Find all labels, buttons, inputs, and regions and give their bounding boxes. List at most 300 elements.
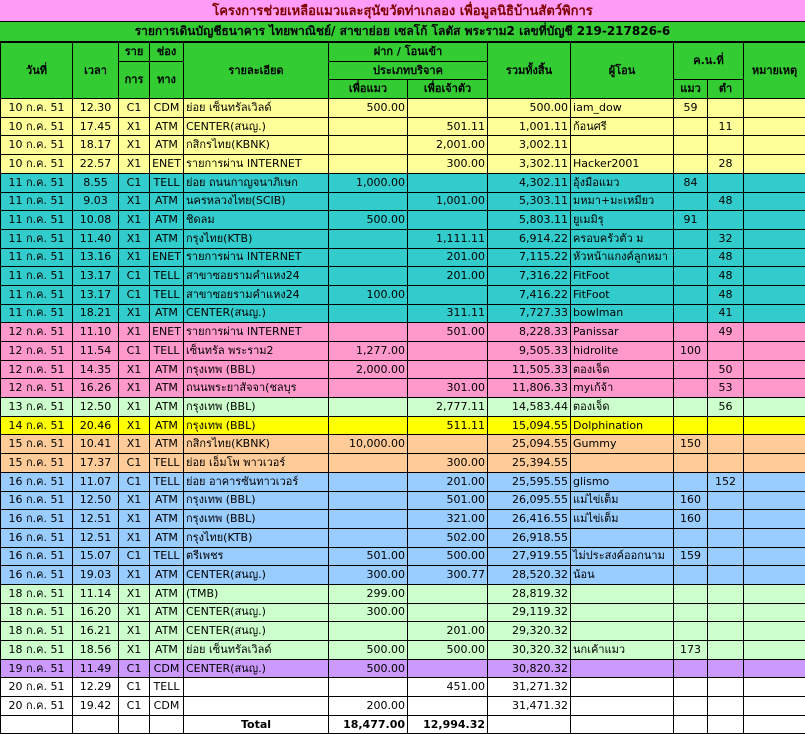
- cell-time[interactable]: 19.42: [73, 697, 119, 716]
- cell-note[interactable]: [744, 136, 805, 155]
- cell-for-owner[interactable]: 201.00: [408, 248, 488, 267]
- cell-dog-no[interactable]: [708, 528, 744, 547]
- cell-date[interactable]: 12 ก.ค. 51: [1, 342, 73, 361]
- cell-note[interactable]: [744, 472, 805, 491]
- cell-dog-no[interactable]: [708, 435, 744, 454]
- cell-time[interactable]: 12.51: [73, 528, 119, 547]
- cell-type[interactable]: X1: [119, 584, 150, 603]
- cell-channel[interactable]: ENET: [150, 155, 184, 174]
- header-time[interactable]: เวลา: [73, 43, 119, 99]
- cell-for-owner[interactable]: [408, 603, 488, 622]
- cell-note[interactable]: [744, 678, 805, 697]
- cell-sender[interactable]: แม่ไข่เต็ม: [571, 510, 674, 529]
- cell-detail[interactable]: สาขาซอยรามคำแหง24: [184, 285, 329, 304]
- cell-detail[interactable]: ย่อย ถนนกาญจนาภิเษก: [184, 173, 329, 192]
- cell-time[interactable]: 10.41: [73, 435, 119, 454]
- cell[interactable]: [1, 715, 73, 734]
- cell-time[interactable]: 12.50: [73, 491, 119, 510]
- cell-dog-no[interactable]: [708, 547, 744, 566]
- cell-dog-no[interactable]: 32: [708, 229, 744, 248]
- cell-cat-no[interactable]: [674, 603, 708, 622]
- cell-dog-no[interactable]: [708, 641, 744, 660]
- cell-note[interactable]: [744, 454, 805, 473]
- cell[interactable]: [488, 715, 571, 734]
- cell-channel[interactable]: ATM: [150, 528, 184, 547]
- cell-detail[interactable]: ถนนพระยาสัจจา(ชลบุร: [184, 379, 329, 398]
- cell-detail[interactable]: กสิกรไทย(KBNK): [184, 435, 329, 454]
- cell-note[interactable]: [744, 379, 805, 398]
- cell-dog-no[interactable]: 53: [708, 379, 744, 398]
- cell-note[interactable]: [744, 566, 805, 585]
- cell-for-cats[interactable]: [329, 379, 408, 398]
- cell-dog-no[interactable]: 28: [708, 155, 744, 174]
- cell-dog-no[interactable]: [708, 678, 744, 697]
- cell-type[interactable]: X1: [119, 491, 150, 510]
- header-donation-type[interactable]: ประเภทบริจาค: [329, 61, 488, 80]
- cell-date[interactable]: 10 ก.ค. 51: [1, 117, 73, 136]
- cell-for-cats[interactable]: [329, 472, 408, 491]
- cell-date[interactable]: 11 ก.ค. 51: [1, 248, 73, 267]
- cell-note[interactable]: [744, 192, 805, 211]
- cell-dog-no[interactable]: [708, 603, 744, 622]
- cell-note[interactable]: [744, 435, 805, 454]
- cell-time[interactable]: 15.07: [73, 547, 119, 566]
- cell-for-cats[interactable]: 1,000.00: [329, 173, 408, 192]
- header-deposit[interactable]: ฝาก / โอนเข้า: [329, 43, 488, 62]
- cell-for-cats[interactable]: [329, 192, 408, 211]
- cell-cat-no[interactable]: [674, 155, 708, 174]
- cell-sender[interactable]: [571, 622, 674, 641]
- cell-cat-no[interactable]: [674, 416, 708, 435]
- header-dog[interactable]: ตำ: [708, 80, 744, 99]
- header-type-bottom[interactable]: การ: [119, 61, 150, 98]
- cell-cat-no[interactable]: [674, 584, 708, 603]
- cell-dog-no[interactable]: [708, 454, 744, 473]
- cell-for-cats[interactable]: [329, 622, 408, 641]
- cell[interactable]: [150, 715, 184, 734]
- cell-channel[interactable]: ATM: [150, 603, 184, 622]
- cell-channel[interactable]: TELL: [150, 678, 184, 697]
- cell-type[interactable]: X1: [119, 155, 150, 174]
- cell-total[interactable]: 31,271.32: [488, 678, 571, 697]
- cell-channel[interactable]: TELL: [150, 342, 184, 361]
- cell-time[interactable]: 18.17: [73, 136, 119, 155]
- cell-cat-no[interactable]: 91: [674, 211, 708, 230]
- cell-for-cats[interactable]: 500.00: [329, 99, 408, 118]
- cell-for-owner[interactable]: 300.00: [408, 454, 488, 473]
- cell-for-owner[interactable]: 201.00: [408, 267, 488, 286]
- cell-for-cats[interactable]: 500.00: [329, 659, 408, 678]
- cell-date[interactable]: 16 ก.ค. 51: [1, 566, 73, 585]
- cell-for-cats[interactable]: 501.00: [329, 547, 408, 566]
- cell-date[interactable]: 16 ก.ค. 51: [1, 547, 73, 566]
- cell[interactable]: [119, 715, 150, 734]
- cell-dog-no[interactable]: [708, 342, 744, 361]
- cell-cat-no[interactable]: [674, 697, 708, 716]
- cell-total[interactable]: 3,002.11: [488, 136, 571, 155]
- cell-type[interactable]: X1: [119, 566, 150, 585]
- cell-dog-no[interactable]: 152: [708, 472, 744, 491]
- cell-time[interactable]: 11.49: [73, 659, 119, 678]
- cell-for-owner[interactable]: 502.00: [408, 528, 488, 547]
- cell-sender[interactable]: น้อน: [571, 566, 674, 585]
- cell-note[interactable]: [744, 528, 805, 547]
- cell-note[interactable]: [744, 323, 805, 342]
- cell-detail[interactable]: CENTER(สนญ.): [184, 659, 329, 678]
- cell-dog-no[interactable]: [708, 584, 744, 603]
- cell-detail[interactable]: CENTER(สนญ.): [184, 566, 329, 585]
- cell-cat-no[interactable]: [674, 248, 708, 267]
- cell-cat-no[interactable]: [674, 472, 708, 491]
- cell-note[interactable]: [744, 285, 805, 304]
- cell-sender[interactable]: นกเค้าแมว: [571, 641, 674, 660]
- cell-note[interactable]: [744, 510, 805, 529]
- cell-for-owner[interactable]: 300.77: [408, 566, 488, 585]
- cell-for-cats[interactable]: 299.00: [329, 584, 408, 603]
- cell-channel[interactable]: ENET: [150, 248, 184, 267]
- cell-total[interactable]: 500.00: [488, 99, 571, 118]
- cell-sender[interactable]: [571, 603, 674, 622]
- cell-dog-no[interactable]: [708, 566, 744, 585]
- cell-date[interactable]: 14 ก.ค. 51: [1, 416, 73, 435]
- cell-type[interactable]: X1: [119, 248, 150, 267]
- cell-date[interactable]: 18 ก.ค. 51: [1, 584, 73, 603]
- cell-channel[interactable]: ATM: [150, 192, 184, 211]
- cell-note[interactable]: [744, 267, 805, 286]
- cell-cat-no[interactable]: [674, 304, 708, 323]
- cell-sender[interactable]: Dolphination: [571, 416, 674, 435]
- cell-dog-no[interactable]: [708, 136, 744, 155]
- cell-date[interactable]: 10 ก.ค. 51: [1, 155, 73, 174]
- cell-note[interactable]: [744, 155, 805, 174]
- cell-detail[interactable]: ย่อย เอ็มโพ พาวเวอร์: [184, 454, 329, 473]
- cell-date[interactable]: 19 ก.ค. 51: [1, 659, 73, 678]
- cell-total[interactable]: 5,303.11: [488, 192, 571, 211]
- cell-total[interactable]: 26,095.55: [488, 491, 571, 510]
- cell-for-cats[interactable]: [329, 416, 408, 435]
- cell-total[interactable]: 28,819.32: [488, 584, 571, 603]
- cell-channel[interactable]: CDM: [150, 99, 184, 118]
- cell-sender[interactable]: Gummy: [571, 435, 674, 454]
- cell-note[interactable]: [744, 622, 805, 641]
- header-cat-no[interactable]: ค.น.ที่: [674, 43, 744, 80]
- cell-note[interactable]: [744, 99, 805, 118]
- cell-dog-no[interactable]: [708, 99, 744, 118]
- cell-for-owner[interactable]: 201.00: [408, 472, 488, 491]
- cell-for-cats[interactable]: 500.00: [329, 641, 408, 660]
- cell-type[interactable]: X1: [119, 229, 150, 248]
- header-note[interactable]: หมายเหตุ: [744, 43, 805, 99]
- cell-note[interactable]: [744, 117, 805, 136]
- cell-total[interactable]: 7,115.22: [488, 248, 571, 267]
- header-date[interactable]: วันที่: [1, 43, 73, 99]
- cell-cat-no[interactable]: 160: [674, 510, 708, 529]
- cell-for-owner[interactable]: 301.00: [408, 379, 488, 398]
- cell-date[interactable]: 18 ก.ค. 51: [1, 641, 73, 660]
- cell-time[interactable]: 11.14: [73, 584, 119, 603]
- cell-sender[interactable]: [571, 528, 674, 547]
- cell-cat-no[interactable]: [674, 136, 708, 155]
- cell-type[interactable]: X1: [119, 323, 150, 342]
- cell-for-owner[interactable]: [408, 584, 488, 603]
- cell-date[interactable]: 11 ก.ค. 51: [1, 304, 73, 323]
- cell-type[interactable]: X1: [119, 304, 150, 323]
- cell-cat-no[interactable]: [674, 192, 708, 211]
- cell-type[interactable]: C1: [119, 454, 150, 473]
- cell-for-owner[interactable]: 2,777.11: [408, 398, 488, 417]
- cell-cat-no[interactable]: 159: [674, 547, 708, 566]
- cell-cat-no[interactable]: [674, 566, 708, 585]
- cell-cat-no[interactable]: [674, 398, 708, 417]
- cell-detail[interactable]: ชิดลม: [184, 211, 329, 230]
- cell-detail[interactable]: สาขาซอยรามคำแหง24: [184, 267, 329, 286]
- cell-time[interactable]: 14.35: [73, 360, 119, 379]
- cell-sender[interactable]: [571, 584, 674, 603]
- cell-sender[interactable]: ยูเมมิรุ: [571, 211, 674, 230]
- cell-detail[interactable]: เซ็นทรัล พระราม2: [184, 342, 329, 361]
- cell-channel[interactable]: ATM: [150, 379, 184, 398]
- cell-dog-no[interactable]: 48: [708, 248, 744, 267]
- cell-for-cats[interactable]: [329, 155, 408, 174]
- cell-date[interactable]: 11 ก.ค. 51: [1, 192, 73, 211]
- cell-cat-no[interactable]: [674, 659, 708, 678]
- cell-for-owner[interactable]: 511.11: [408, 416, 488, 435]
- cell-time[interactable]: 11.40: [73, 229, 119, 248]
- cell-time[interactable]: 12.51: [73, 510, 119, 529]
- cell-note[interactable]: [744, 173, 805, 192]
- cell-detail[interactable]: รายการผ่าน INTERNET: [184, 155, 329, 174]
- cell-time[interactable]: 11.54: [73, 342, 119, 361]
- header-channel-top[interactable]: ช่อง: [150, 43, 184, 62]
- cell-channel[interactable]: ATM: [150, 229, 184, 248]
- cell-detail[interactable]: รายการผ่าน INTERNET: [184, 323, 329, 342]
- cell-type[interactable]: C1: [119, 472, 150, 491]
- cell-note[interactable]: [744, 248, 805, 267]
- cell-channel[interactable]: TELL: [150, 472, 184, 491]
- cell-time[interactable]: 16.21: [73, 622, 119, 641]
- cell-for-owner[interactable]: [408, 435, 488, 454]
- cell-time[interactable]: 10.08: [73, 211, 119, 230]
- cell-sender[interactable]: [571, 454, 674, 473]
- cell-channel[interactable]: ATM: [150, 641, 184, 660]
- cell-time[interactable]: 12.29: [73, 678, 119, 697]
- cell-sender[interactable]: FitFoot: [571, 267, 674, 286]
- cell-for-owner[interactable]: [408, 173, 488, 192]
- header-detail[interactable]: รายละเอียด: [184, 43, 329, 99]
- cell-channel[interactable]: TELL: [150, 547, 184, 566]
- cell-channel[interactable]: ATM: [150, 360, 184, 379]
- cell-detail[interactable]: กรุงเทพ (BBL): [184, 360, 329, 379]
- cell-date[interactable]: 16 ก.ค. 51: [1, 510, 73, 529]
- cell-total[interactable]: 11,505.33: [488, 360, 571, 379]
- total-for-owner[interactable]: 12,994.32: [408, 715, 488, 734]
- cell-note[interactable]: [744, 547, 805, 566]
- header-sender[interactable]: ผู้โอน: [571, 43, 674, 99]
- cell-sender[interactable]: อุ้งมือแมว: [571, 173, 674, 192]
- cell-time[interactable]: 18.56: [73, 641, 119, 660]
- cell-total[interactable]: 7,416.22: [488, 285, 571, 304]
- cell-cat-no[interactable]: [674, 454, 708, 473]
- cell-note[interactable]: [744, 584, 805, 603]
- cell-for-cats[interactable]: 10,000.00: [329, 435, 408, 454]
- cell-date[interactable]: 18 ก.ค. 51: [1, 622, 73, 641]
- cell-for-cats[interactable]: [329, 678, 408, 697]
- cell-detail[interactable]: CENTER(สนญ.): [184, 603, 329, 622]
- total-label[interactable]: Total: [184, 715, 329, 734]
- cell-date[interactable]: 18 ก.ค. 51: [1, 603, 73, 622]
- cell-sender[interactable]: iam_dow: [571, 99, 674, 118]
- cell-detail[interactable]: กรุงเทพ (BBL): [184, 510, 329, 529]
- cell-type[interactable]: X1: [119, 379, 150, 398]
- cell-time[interactable]: 13.16: [73, 248, 119, 267]
- cell-dog-no[interactable]: 41: [708, 304, 744, 323]
- cell-note[interactable]: [744, 697, 805, 716]
- cell-time[interactable]: 13.17: [73, 267, 119, 286]
- cell-type[interactable]: X1: [119, 622, 150, 641]
- cell-type[interactable]: C1: [119, 659, 150, 678]
- cell-for-owner[interactable]: 501.00: [408, 491, 488, 510]
- cell-dog-no[interactable]: 48: [708, 285, 744, 304]
- cell-cat-no[interactable]: [674, 285, 708, 304]
- cell-channel[interactable]: ATM: [150, 510, 184, 529]
- total-for-cats[interactable]: 18,477.00: [329, 715, 408, 734]
- cell-type[interactable]: X1: [119, 211, 150, 230]
- cell-cat-no[interactable]: [674, 360, 708, 379]
- cell-dog-no[interactable]: [708, 211, 744, 230]
- cell-sender[interactable]: ตองเจ็ด: [571, 360, 674, 379]
- cell-dog-no[interactable]: 56: [708, 398, 744, 417]
- cell-channel[interactable]: CDM: [150, 659, 184, 678]
- cell-sender[interactable]: ครอบครัวตัว ม: [571, 229, 674, 248]
- cell-cat-no[interactable]: [674, 117, 708, 136]
- cell-time[interactable]: 13.17: [73, 285, 119, 304]
- cell-total[interactable]: 15,094.55: [488, 416, 571, 435]
- cell-for-owner[interactable]: 500.00: [408, 641, 488, 660]
- cell-for-owner[interactable]: [408, 342, 488, 361]
- cell-detail[interactable]: CENTER(สนญ.): [184, 622, 329, 641]
- cell-for-owner[interactable]: 201.00: [408, 622, 488, 641]
- cell-for-cats[interactable]: 100.00: [329, 285, 408, 304]
- cell-channel[interactable]: ATM: [150, 622, 184, 641]
- cell-for-owner[interactable]: 1,001.00: [408, 192, 488, 211]
- cell-type[interactable]: X1: [119, 435, 150, 454]
- cell-dog-no[interactable]: [708, 173, 744, 192]
- cell-date[interactable]: 12 ก.ค. 51: [1, 379, 73, 398]
- cell-sender[interactable]: glismo: [571, 472, 674, 491]
- cell-for-cats[interactable]: [329, 267, 408, 286]
- cell-type[interactable]: X1: [119, 641, 150, 660]
- cell-total[interactable]: 29,320.32: [488, 622, 571, 641]
- cell-cat-no[interactable]: [674, 678, 708, 697]
- cell-dog-no[interactable]: [708, 416, 744, 435]
- cell-channel[interactable]: ATM: [150, 211, 184, 230]
- cell-channel[interactable]: ATM: [150, 491, 184, 510]
- cell-total[interactable]: 1,001.11: [488, 117, 571, 136]
- cell-for-owner[interactable]: 500.00: [408, 547, 488, 566]
- cell-dog-no[interactable]: [708, 491, 744, 510]
- cell-cat-no[interactable]: 173: [674, 641, 708, 660]
- cell-for-owner[interactable]: [408, 659, 488, 678]
- cell-total[interactable]: 31,471.32: [488, 697, 571, 716]
- cell-time[interactable]: 16.20: [73, 603, 119, 622]
- cell-detail[interactable]: กรุงไทย(KTB): [184, 528, 329, 547]
- header-cat[interactable]: แมว: [674, 80, 708, 99]
- cell-sender[interactable]: Panissar: [571, 323, 674, 342]
- cell-sender[interactable]: ก้อนศรี: [571, 117, 674, 136]
- cell-sender[interactable]: ตองเจ็ด: [571, 398, 674, 417]
- cell-type[interactable]: X1: [119, 528, 150, 547]
- cell-detail[interactable]: ย่อย เซ็นทรัลเวิลด์: [184, 641, 329, 660]
- cell-cat-no[interactable]: 84: [674, 173, 708, 192]
- cell-time[interactable]: 20.46: [73, 416, 119, 435]
- cell-time[interactable]: 19.03: [73, 566, 119, 585]
- cell-for-owner[interactable]: 2,001.00: [408, 136, 488, 155]
- cell-note[interactable]: [744, 641, 805, 660]
- cell-dog-no[interactable]: 48: [708, 192, 744, 211]
- cell-channel[interactable]: ATM: [150, 566, 184, 585]
- cell-for-owner[interactable]: [408, 285, 488, 304]
- cell-time[interactable]: 18.21: [73, 304, 119, 323]
- cell-for-owner[interactable]: 501.00: [408, 323, 488, 342]
- cell[interactable]: [744, 715, 805, 734]
- cell-detail[interactable]: [184, 678, 329, 697]
- cell-date[interactable]: 15 ก.ค. 51: [1, 454, 73, 473]
- cell-for-owner[interactable]: 501.11: [408, 117, 488, 136]
- cell-total[interactable]: 4,302.11: [488, 173, 571, 192]
- cell-total[interactable]: 30,320.32: [488, 641, 571, 660]
- cell-for-cats[interactable]: 300.00: [329, 603, 408, 622]
- cell-detail[interactable]: กรุงเทพ (BBL): [184, 416, 329, 435]
- cell-dog-no[interactable]: [708, 697, 744, 716]
- cell-time[interactable]: 17.45: [73, 117, 119, 136]
- cell-cat-no[interactable]: [674, 379, 708, 398]
- cell-channel[interactable]: TELL: [150, 285, 184, 304]
- cell[interactable]: [571, 715, 674, 734]
- cell-dog-no[interactable]: 50: [708, 360, 744, 379]
- cell-type[interactable]: C1: [119, 547, 150, 566]
- cell-dog-no[interactable]: 11: [708, 117, 744, 136]
- cell-time[interactable]: 11.10: [73, 323, 119, 342]
- cell-channel[interactable]: ATM: [150, 398, 184, 417]
- cell-for-cats[interactable]: [329, 304, 408, 323]
- cell-type[interactable]: X1: [119, 117, 150, 136]
- cell-time[interactable]: 22.57: [73, 155, 119, 174]
- cell-for-cats[interactable]: [329, 229, 408, 248]
- cell-channel[interactable]: ATM: [150, 117, 184, 136]
- cell-time[interactable]: 9.03: [73, 192, 119, 211]
- cell-channel[interactable]: CDM: [150, 697, 184, 716]
- cell-detail[interactable]: ย่อย อาคารซันทาวเวอร์: [184, 472, 329, 491]
- cell-type[interactable]: X1: [119, 416, 150, 435]
- cell-note[interactable]: [744, 491, 805, 510]
- header-for-owner[interactable]: เพื่อเจ้าตัว: [408, 80, 488, 99]
- cell-total[interactable]: 26,918.55: [488, 528, 571, 547]
- cell-date[interactable]: 10 ก.ค. 51: [1, 136, 73, 155]
- cell-type[interactable]: C1: [119, 267, 150, 286]
- cell-type[interactable]: C1: [119, 173, 150, 192]
- cell-cat-no[interactable]: [674, 229, 708, 248]
- cell-detail[interactable]: ตรีเพชร: [184, 547, 329, 566]
- cell-cat-no[interactable]: 59: [674, 99, 708, 118]
- cell-total[interactable]: 9,505.33: [488, 342, 571, 361]
- cell-total[interactable]: 8,228.33: [488, 323, 571, 342]
- cell-detail[interactable]: รายการผ่าน INTERNET: [184, 248, 329, 267]
- cell[interactable]: [674, 715, 708, 734]
- cell-date[interactable]: 13 ก.ค. 51: [1, 398, 73, 417]
- cell-detail[interactable]: CENTER(สนญ.): [184, 304, 329, 323]
- cell-cat-no[interactable]: [674, 267, 708, 286]
- cell-dog-no[interactable]: 48: [708, 267, 744, 286]
